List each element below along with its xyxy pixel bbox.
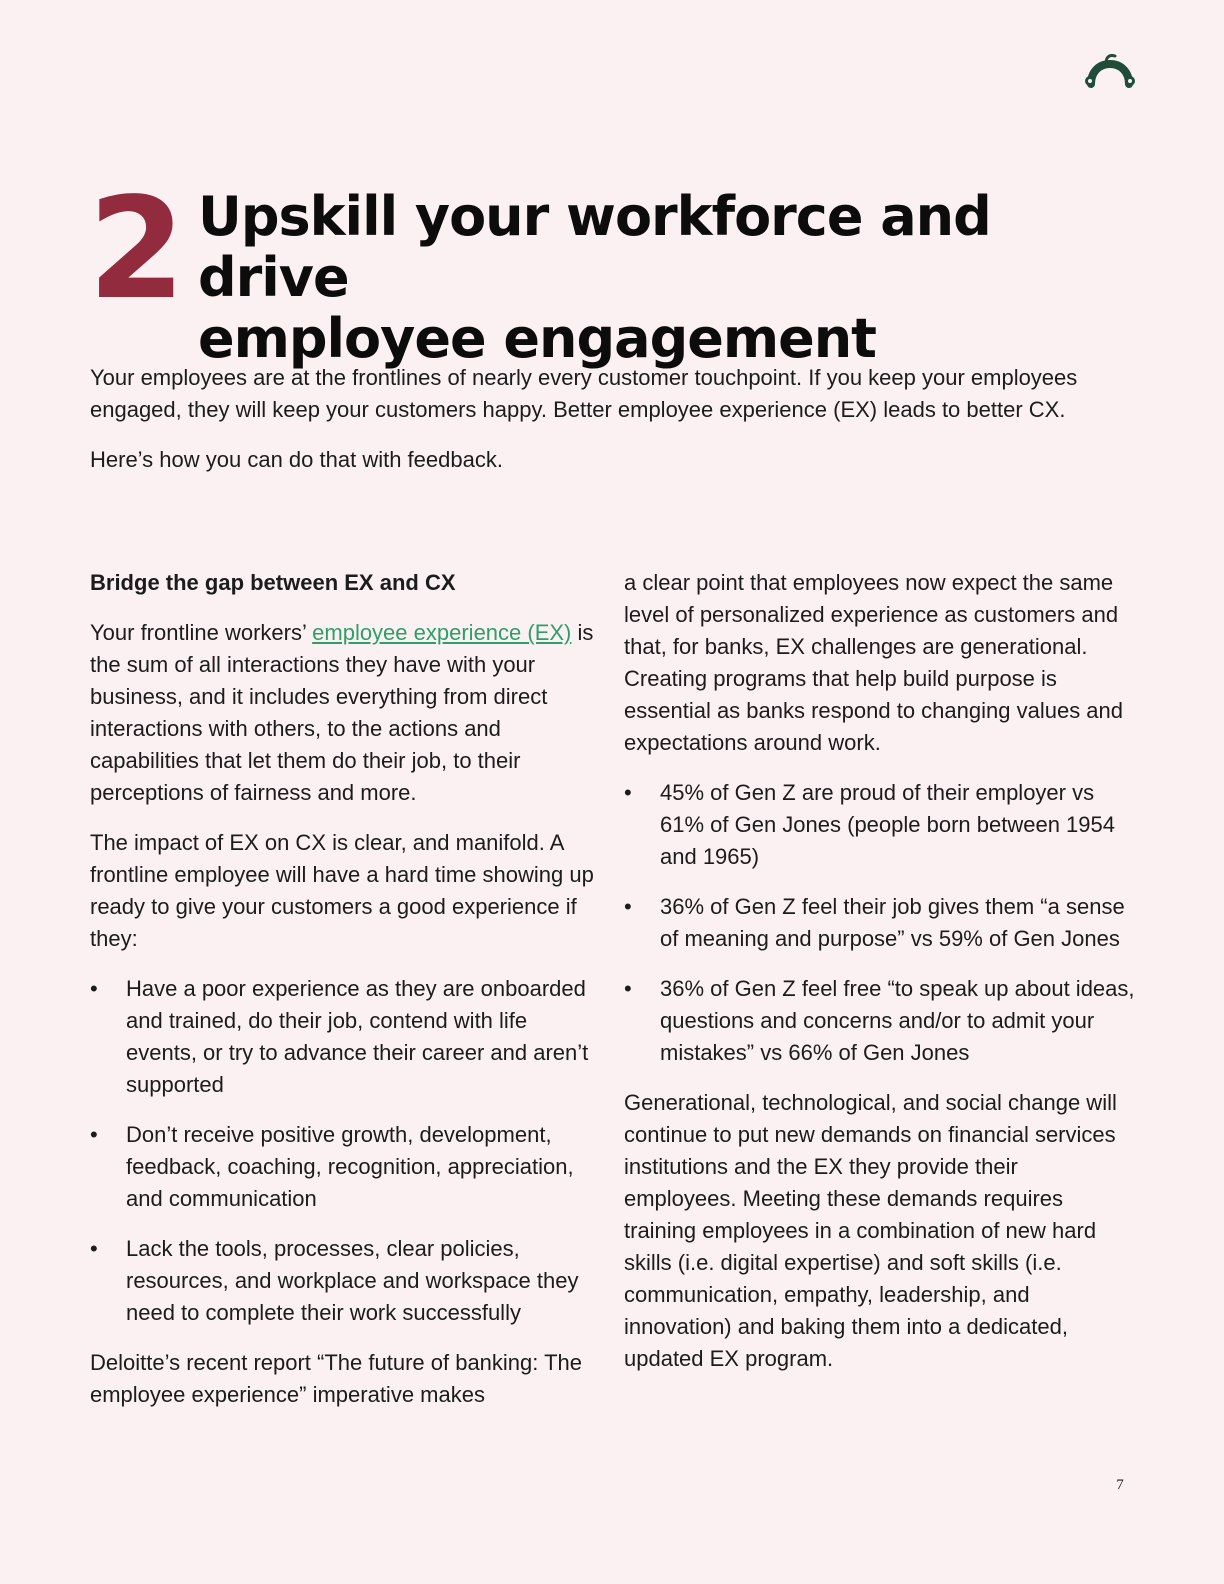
text-before-link: Your frontline workers’: [90, 620, 313, 645]
right-column: [624, 567, 1136, 1393]
bullet-icon: •: [624, 976, 632, 1001]
list-item: [90, 1233, 602, 1329]
left-paragraph-3: Deloitte’s recent report “The future of banking: The employee experience” imperative makes: [90, 1350, 583, 1407]
intro-paragraph-1: Your employees are at the frontlines of nearly every customer touchpoint. If you keep your employees engaged, they will keep your customers happy. Better employee experience (EX) leads to better CX.: [90, 365, 1078, 422]
left-paragraph-1: [90, 617, 602, 809]
list-item-text: 45% of Gen Z are proud of their employer vs 61% of Gen Jones (people born between 1954 and 1965): [660, 780, 1115, 869]
right-paragraph-2: Generational, technological, and social change will continue to put new demands on financial services institutions and the EX they provide their employees. Meeting these demands requires training employees in a combination of new hard skills (i.e. digital expertise) and soft skills (i.e. communication, empathy, leadership, and innovation) and baking them into a dedicated, updated EX program.: [624, 1090, 1117, 1371]
bullet-icon: •: [90, 1122, 98, 1147]
list-item-text: Have a poor experience as they are onboarded and trained, do their job, contend with life events, or try to advance their career and aren’t supported: [126, 976, 589, 1097]
left-column: [90, 567, 602, 1429]
employee-experience-link[interactable]: employee experience (EX): [312, 620, 572, 645]
list-item-text: 36% of Gen Z feel their job gives them “a sense of meaning and purpose” vs 59% of Gen Jones: [660, 894, 1125, 951]
list-item: [90, 973, 602, 1101]
section-number: 2: [88, 168, 180, 331]
left-bullet-list: [90, 973, 602, 1329]
page-number: 7: [1116, 1477, 1124, 1493]
list-item: [624, 973, 1136, 1069]
bullet-icon: •: [624, 780, 632, 805]
bullet-icon: •: [90, 1236, 98, 1261]
right-paragraph-1: a clear point that employees now expect the same level of personalized experience as customers and that, for banks, EX challenges are generational. Creating programs that help build purpose is essential as banks respond to changing values and expectations around work.: [624, 570, 1124, 755]
list-item: [90, 1119, 602, 1215]
subheading: Bridge the gap between EX and CX: [90, 570, 456, 595]
intro-section: [90, 362, 1140, 494]
bullet-icon: •: [90, 976, 98, 1001]
title-line-1: Upskill your workforce and drive: [198, 185, 991, 309]
right-bullet-list: [624, 777, 1136, 1069]
surveymonkey-logo-icon: [1085, 54, 1135, 92]
intro-paragraph-2: Here’s how you can do that with feedback.: [90, 447, 503, 472]
text-after-link: is the sum of all interactions they have with your business, and it includes everything from direct interactions with others, to the actions and capabilities that let them do their job, to their perceptions of fairness and more.: [90, 620, 594, 805]
list-item-text: Lack the tools, processes, clear policies, resources, and workplace and workspace they need to complete their work successfully: [126, 1236, 579, 1325]
section-heading: [88, 168, 1148, 370]
bullet-icon: •: [624, 894, 632, 919]
list-item-text: Don’t receive positive growth, development, feedback, coaching, recognition, appreciation, and communication: [126, 1122, 574, 1211]
page-title: [198, 186, 1148, 369]
list-item-text: 36% of Gen Z feel free “to speak up about ideas, questions and concerns and/or to admit your mistakes” vs 66% of Gen Jones: [660, 976, 1135, 1065]
list-item: [624, 777, 1136, 873]
list-item: [624, 891, 1136, 955]
left-paragraph-2: The impact of EX on CX is clear, and manifold. A frontline employee will have a hard time showing up ready to give your customers a good experience if they:: [90, 830, 594, 951]
title-line-2: employee engagement: [198, 307, 876, 370]
